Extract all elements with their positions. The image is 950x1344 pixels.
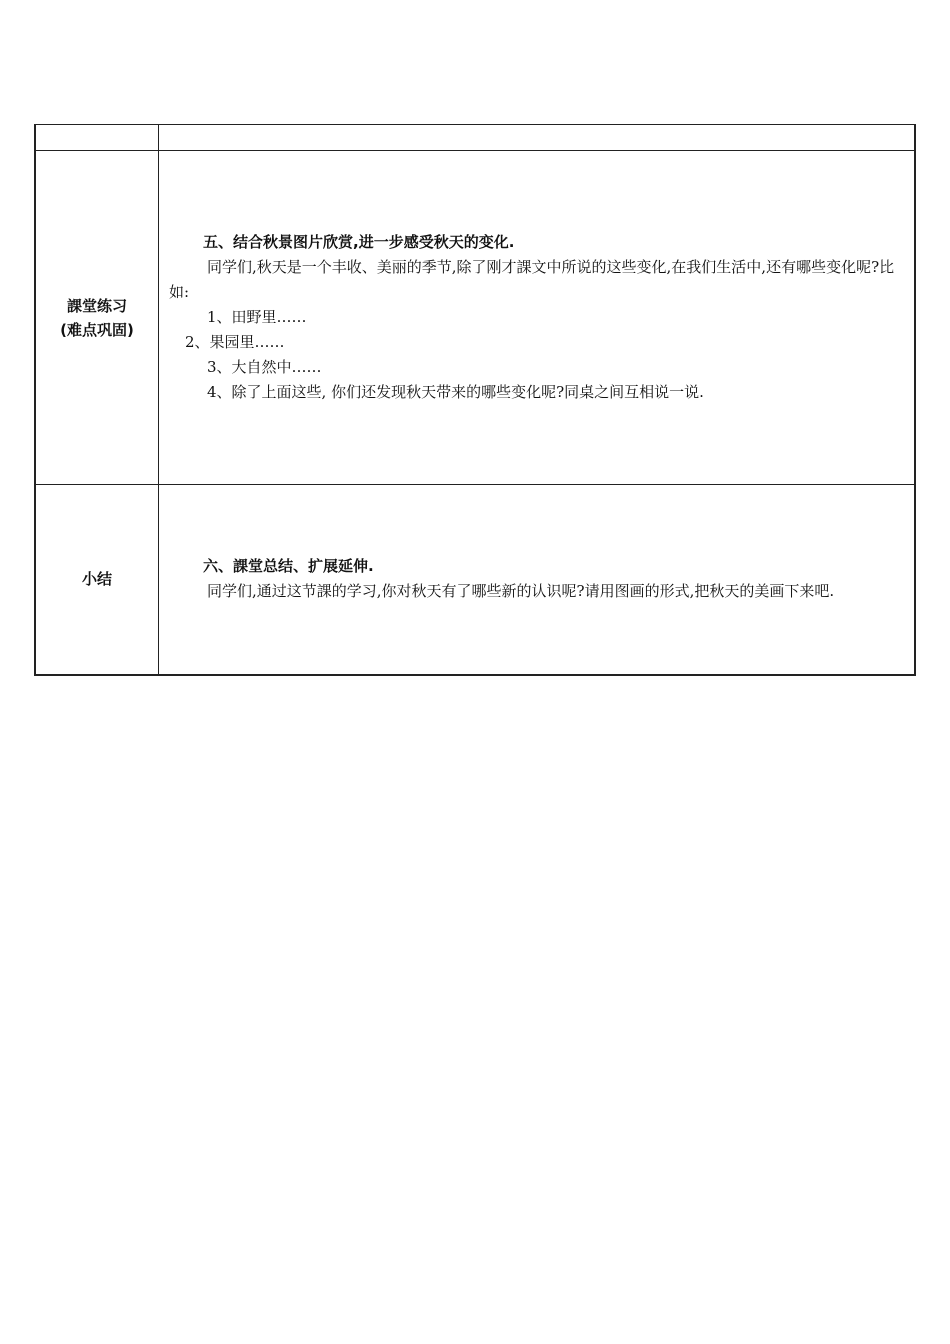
table-row-top [35,125,915,151]
lesson-plan-table [34,124,916,676]
table-row-summary [35,485,915,675]
practice-heading: 五、结合秋景图片欣赏,进一步感受秋天的变化. [203,233,515,251]
practice-label-line1: 課堂练习 [66,296,127,315]
practice-label-line2: (难点巩固) [60,320,134,339]
summary-heading: 六、課堂总结、扩展延伸. [203,557,374,576]
top-row-content-cell [159,125,916,151]
practice-item-2: 2、果园里…… [185,333,285,351]
practice-intro: 同学们,秋天是一个丰收、美丽的季节,除了刚才課文中所说的这些变化,在我们生活中,还有哪些变化呢?比如: [169,258,895,301]
practice-label-cell [35,151,159,485]
table-row-practice [35,151,915,485]
summary-content-cell [159,485,916,675]
summary-label-cell: 小结 [35,485,159,675]
practice-item-4: 4、除了上面这些, 你们还发现秋天带来的哪些变化呢?同桌之间互相说一说. [207,383,704,401]
top-row-label-cell [35,125,159,151]
practice-item-3: 3、大自然中…… [207,358,322,376]
summary-text: 同学们,通过这节課的学习,你对秋天有了哪些新的认识呢?请用图画的形式,把秋天的美画下来吧. [207,582,835,601]
practice-item-1: 1、田野里…… [207,308,307,326]
practice-content-cell [159,151,916,485]
